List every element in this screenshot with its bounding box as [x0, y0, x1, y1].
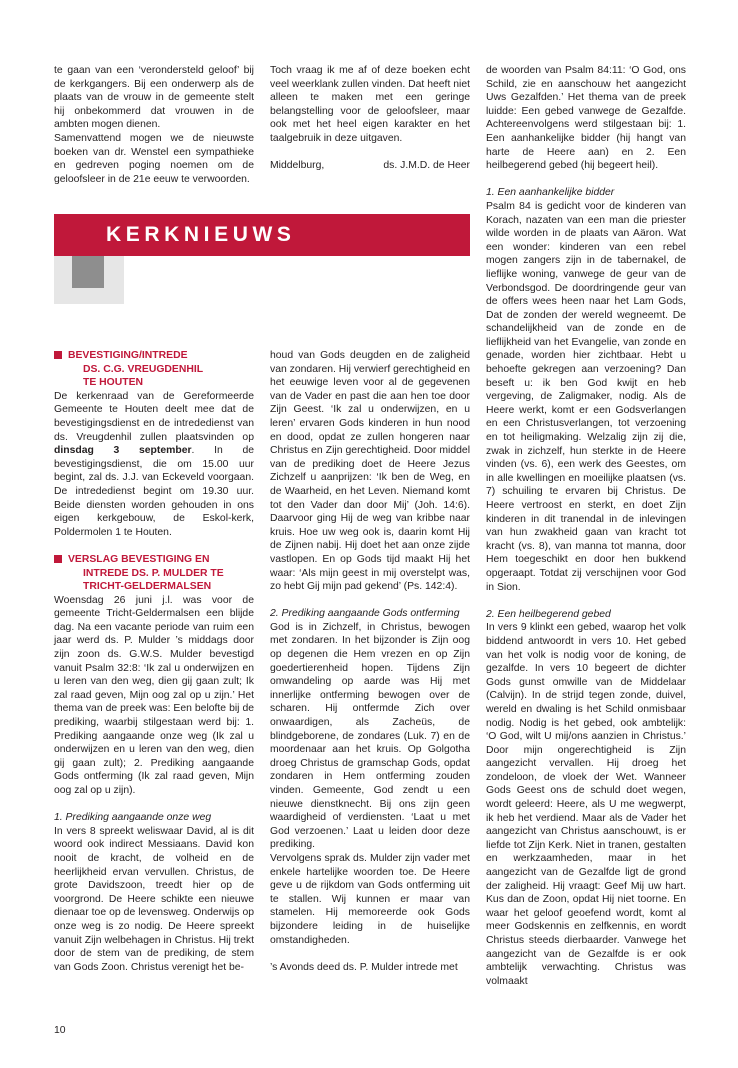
paragraph: De kerkenraad van de Gereformeerde Gemeente te Houten deelt mee dat de bevestigingsdienst en de intrededienst van ds. Vreugdenhil zullen plaatsvinden op dinsdag 3 september. In de bevestigingsdienst, die om 15.00 uur begint, zal ds. J.J. van Eckeveld voorgaan. De intrededienst begint om 19.30 uur. Beide diensten worden gehouden in ons eigen kerkgebouw, de Eskol-kerk, Poldermolen 1 te Houten. — [54, 390, 255, 538]
paragraph: Psalm 84 is gedicht voor de kinderen van Korach, nazaten van een man die priester wilde worden in de plaats van Aäron. Wat een wonder: kinderen van een rebel mogen zangers zijn in de tabernakel, de lieflijke woning, vanwege de geur van de Verbondsgod. De doordringende geur van de offers wees heen naar het Lam Gods, Dat de zonden der wereld wegneemt. De schandelijkheid van de zonde en de lieflijkheid van het Evangelie, van zonde en genade, worden hier zichtbaar. Hebt u behoefte gekregen aan verzoening? Dan beseft u: ik ben God kwijt en heb vergeving, de Zaligmaker, nodig. Als de Heere werkt, komt er een Godsverlangen en een Christusverlangen, tot verzoening en tot heiligmaking. Welzalig zijn zij die, zwak in zichzelf, hun sterkte in de Heere vinden (vs. 6), een werk des Geestes, om in alle kwellingen en moeilijke plaatsen (vs. 7) schuiling te ervaren bij Christus. De Heere vertroost en sterkt, en doet Zijn kinderen in dit tranendal in de inlevingen van hun zwakheid gaan van kracht tot kracht (vs. 8), van manna tot manna, door Hem toegeschikt en door hen bukkend opgeraapt. Totdat zij verschijnen voor God in Sion. — [486, 200, 686, 593]
paragraph: Vervolgens sprak ds. Mulder zijn vader met enkele hartelijke woorden toe. De Heere geve u de rijkdom van Gods ontferming uit te stallen. Wij kunnen er maar van stamelen. Hij memoreerde ook Gods bijzondere leiding in de huiselijke omstandigheden. — [270, 852, 470, 946]
banner-dark-square — [72, 256, 104, 288]
subheading: 2. Prediking aangaande Gods ontferming — [270, 608, 460, 620]
top-column-2 — [270, 64, 470, 173]
signature-name: ds. J.M.D. de Heer — [383, 160, 470, 172]
paragraph: In vers 8 spreekt weliswaar David, al is dit woord ook indirect Messiaans. David kon nooit de kracht, de volheid en de heerlijkheid ervan vervullen. Christus, de grote Davidszoon, treedt hier op de voorgrond. De Heere schikte een nieuwe dienaar toe op de levensweg. Onderwijs op onze weg is zo nodig. De Heere spreekt vanuit Zijn welbehagen in Christus. Hij trekt door de stem van de prediking, de stem van Gods Zoon. Christus verenigt het be- — [54, 825, 254, 973]
paragraph: In vers 9 klinkt een gebed, waarop het volk biddend antwoordt in vers 10. Het gebed van het volk is nodig voor de koning, de gezalfde. In vers 10 begeert de dichter Gods gunst omwille van de Middelaar (Calvijn). In de strijd tegen zonde, duivel, wereld en dwaling is het Schild onmisbaar nodig. Nodig is het gebed, ook ambtelijk: ‘O God, wilt U mij/ons aanzien in Christus.’ Door mijn ongerechtigheid is Zijn aangezicht vervallen. Hij droeg het zondeloon, de vloek der Wet. Wanneer Gods Geest ons de schuld doet wegen, wordt geleerd: Heere, als U me wegwerpt, ik heb het verdiend. Maar als de Vader het aangezicht van Christus aanschouwt, is er liefde tot Zijn Kerk. Niet in tranen, gestalten en werkzaamheden, maar in het aangezicht van de Gezalfde ligt de grond der zaligheid. Hij vraagt: Geef Mij uw hart. Kus dan de Zoon, opdat Hij niet toorne. En waar het geloof geoefend wordt, komt al meer Godskennis en zelfkennis, en wordt Christus steeds dierbaarder. Vanwege het aangezicht van de Gezalfde is er ook ambtelijk verwachting. Christus was volmaakt — [486, 622, 686, 987]
subheading: 1. Een aanhankelijke bidder — [486, 187, 615, 199]
paragraph: God is in Zichzelf, in Christus, bewogen met zondaren. In het bijzonder is Zijn oog op degenen die Hem vrezen en op Zijn goedertierenheid hopen. Tijdens Zijn omwandeling op aarde was Hij met innerlijke ontferming bewogen over de scharen. Hij ontfermde Zich over onwaardigen, als Zacheüs, de blindgeborene, de zondares (Luk. 7) en de moordenaar aan het kruis. Op Golgotha droeg Christus de gramschap Gods, opdat zondaren in Hem ontferming zouden vinden. Gemeente, God zendt u een nieuwe dienstknecht. Bij ons zijn geen waardigheid of verdiensten. ‘Laat u met God verzoenen.’ Laat u leiden door deze prediking. — [270, 621, 470, 851]
bullet-square-icon — [54, 555, 62, 563]
article-column-1 — [54, 349, 254, 974]
article-column-2 — [270, 349, 470, 974]
paragraph: ’s Avonds deed ds. P. Mulder intrede met — [270, 961, 458, 973]
article-heading: VERSLAG BEVESTIGING EN INTREDE DS. P. MULDER TE TRICHT-GELDERMALSEN — [54, 553, 254, 594]
bullet-square-icon — [54, 351, 62, 359]
subheading: 1. Prediking aangaande onze weg — [54, 812, 212, 824]
paragraph: de woorden van Psalm 84:11: ‘O God, ons Schild, zie en aanschouw het aangezicht Uws Gezalfden.’ Het thema van de preek luidde: Een gebed vanwege de Gezalfde. Achtereenvolgens werd stilgestaan bij: 1. Een aanhankelijke bidder (hij hangt van harte de Heere aan) en 2. Een heilbegerend gebed (hij begeert heil). — [486, 65, 686, 172]
section-title: KERKNIEUWS — [106, 223, 296, 246]
signature — [270, 159, 470, 173]
signature-place: Middelburg, — [270, 160, 325, 172]
paragraph: Toch vraag ik me af of deze boeken echt veel weerklank zullen vinden. Dat heeft niet alleen te maken met een geringe belangstelling voor de geloofsleer, maar ook met het heel eigen karakter en het taalgebruik in deze uitgaven. — [270, 65, 470, 144]
paragraph: te gaan van een ‘verondersteld geloof’ bij de kerkgangers. Bij een onderwerp als de plaats van de vrouw in de gemeente stelt hij onbekommerd dat vrouwen in de ambten mogen dienen. — [54, 65, 254, 131]
paragraph: houd van Gods deugden en de zaligheid van zondaren. Hij verwierf gerechtigheid en het eeuwige leven voor al de gegevenen van de Vader en past die aan hen toe door Zijn Geest. ‘Ik zal u onderwijzen, en u leren’ ervaren Gods kinderen in hun nood en dood, opdat ze zullen hongeren naar Christus en Zijn gerechtigheid. Door middel van de prediking doet de Heere Jezus Zichzelf u aanprijzen: ‘Ik ben de Weg, en de Waarheid, en het Leven. Niemand komt tot den Vader dan door Mij’ (Joh. 14:6). Daarvoor ging Hij de weg van kribbe naar kruis. Hoe uw weg ook is, daarin komt Hij de Zijnen nabij. Hij doet het aan onze zijde vastlopen. En op Gods tijd maakt Hij het waar: ‘Als mijn geest in mij overstelpt was, zo hebt Gij mijn pad gekend’ (Ps. 142:4). — [270, 350, 470, 593]
page-number: 10 — [54, 1025, 66, 1036]
top-column-1 — [54, 64, 254, 186]
article-column-3 — [486, 64, 686, 988]
paragraph: Samenvattend mogen we de nieuwste boeken van dr. Wenstel een sympathieke en gedreven poging noemen om de geloofsleer in de 21e eeuw te verwoorden. — [54, 132, 254, 185]
article-heading: BEVESTIGING/INTREDE DS. C.G. VREUGDENHIL TE HOUTEN — [54, 349, 254, 390]
paragraph: Woensdag 26 juni j.l. was voor de gemeente Tricht-Geldermalsen een blijde dag. Na een vacante periode van ruim een jaar werd ds. P. Mulder ’s middags door zijn zoon ds. G.W.S. Mulder bevestigd vanuit Psalm 32:8: ‘Ik zal u onderwijzen en u leren van den weg, dien gij gaan zult; Ik zal raad geven, Mijn oog zal op u zijn.’ Het thema van de preek was: Een belofte bij de prediking, waarbij stilgestaan werd bij: 1. Prediking aangaande onze weg (Ik zal u onderwijzen en u leren van den weg, dien gij gaan zult); 2. Prediking aangaande Gods ontferming (Ik zal raad geven, Mijn oog zal op u zijn). — [54, 594, 254, 796]
subheading: 2. Een heilbegerend gebed — [486, 608, 611, 620]
